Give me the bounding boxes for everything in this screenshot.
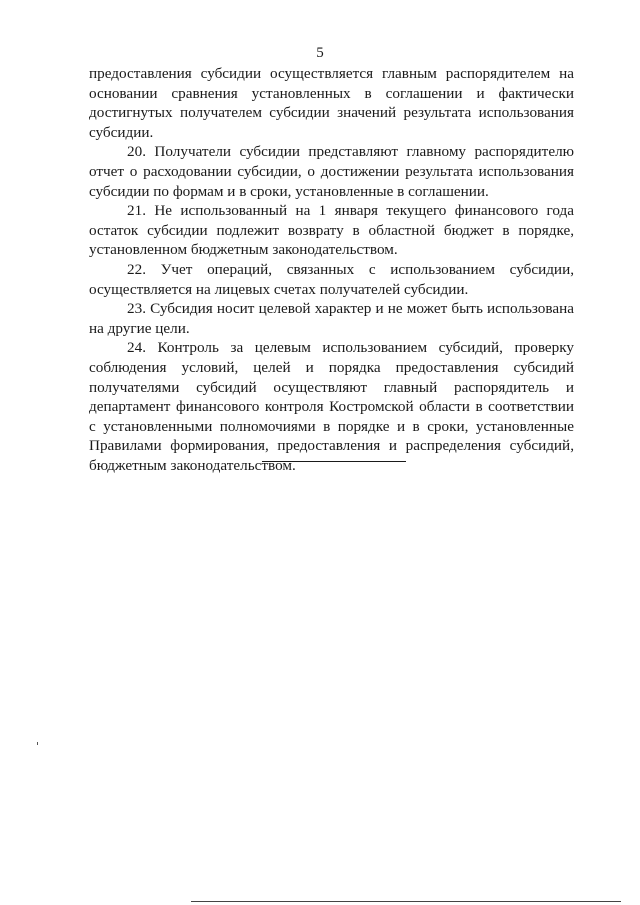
paragraph-item-20: 20. Получатели субсидии представляют главному распорядителю отчет о расходовании субсидии, о достижении результата использования субсидии по формам и в сроки, установленные в соглашении. — [89, 143, 574, 200]
paragraph-item-21: 21. Не использованный на 1 января текущего финансового года остаток субсидии подлежит возврату в областной бюджет в порядке, установленном бюджетным законодательством. — [89, 202, 574, 259]
paragraph-item-22: 22. Учет операций, связанных с использованием субсидии, осуществляется на лицевых счетах получателей субсидии. — [89, 260, 574, 298]
paragraph-item-24: 24. Контроль за целевым использованием субсидий, проверку соблюдения условий, целей и порядка предоставления субсидий получателями субсидий осуществляют главный распорядитель и департамент финансового контроля Костромской области в соответствии с установленными полномочиями в порядке и в сроки, установленные Правилами формирования, предоставления и распределения субсидий, бюджетным законодательством. — [89, 339, 574, 474]
page-number: 5 — [316, 45, 324, 61]
page-bottom-edge-line — [191, 901, 621, 902]
paragraph-item-23: 23. Субсидия носит целевой характер и не может быть использована на другие цели. — [89, 300, 574, 337]
end-of-text-divider — [262, 461, 406, 462]
document-body — [89, 64, 574, 475]
paragraph-continuation: предоставления субсидии осуществляется главным распорядителем на основании сравнения установленных в соглашении и фактически достигнутых получателем субсидии значений результата использования субсидии. — [89, 65, 574, 141]
scan-margin-mark — [37, 742, 38, 745]
